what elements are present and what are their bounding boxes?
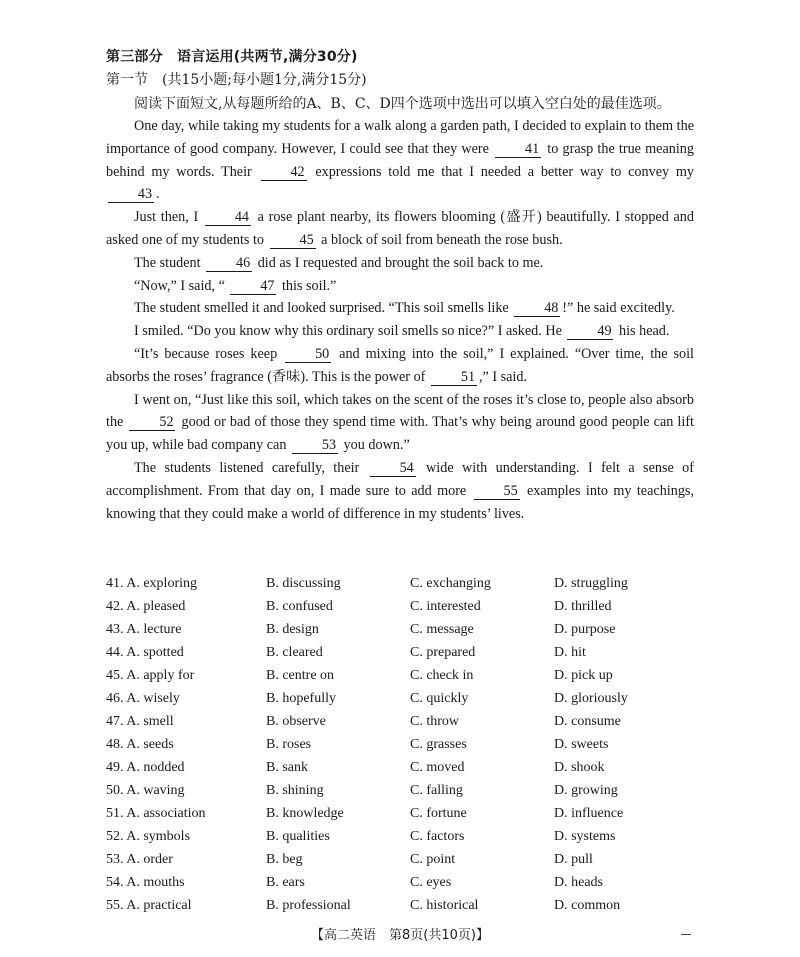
- option-d: D. pick up: [554, 667, 613, 683]
- cloze-blank: 48: [514, 300, 560, 317]
- option-row: [106, 641, 706, 664]
- question-number: 49.: [106, 759, 124, 775]
- option-a: A. pleased: [126, 598, 186, 614]
- cloze-blank: 49: [567, 323, 613, 340]
- option-cell: [106, 783, 266, 799]
- option-c: C. exchanging: [410, 575, 491, 591]
- cloze-passage: [106, 115, 694, 525]
- passage-paragraph: [106, 275, 694, 298]
- option-cell: [410, 875, 554, 891]
- option-cell: [410, 898, 554, 914]
- option-c: C. point: [410, 851, 456, 867]
- option-b: B. confused: [266, 598, 333, 614]
- option-cell: [554, 691, 704, 707]
- passage-text: I smiled. “Do you know why this ordinary soil smells so nice?” I asked. He: [134, 323, 566, 340]
- option-c: C. falling: [410, 782, 463, 798]
- option-row: [106, 733, 706, 756]
- option-row: [106, 848, 706, 871]
- option-d: D. systems: [554, 828, 616, 844]
- passage-text: One day, while taking my students for a walk along a garden path, I decided to explain to them the importance of good company. However, I could see that they were: [106, 118, 694, 157]
- cloze-blank: 51: [431, 369, 477, 386]
- option-c: C. eyes: [410, 874, 452, 890]
- option-cell: [266, 875, 410, 891]
- option-row: [106, 618, 706, 641]
- passage-paragraph: [106, 252, 694, 275]
- option-b: B. discussing: [266, 575, 341, 591]
- passage-text: The students listened carefully, their: [134, 459, 368, 476]
- option-d: D. struggling: [554, 575, 628, 591]
- option-d: D. hit: [554, 644, 586, 660]
- option-cell: [266, 622, 410, 638]
- option-row: [106, 756, 706, 779]
- option-c: C. message: [410, 621, 474, 637]
- section-instruction: 阅读下面短文,从每题所给的A、B、C、D四个选项中选出可以填入空白处的最佳选项。: [134, 96, 671, 112]
- cloze-blank: 53: [292, 437, 338, 454]
- option-d: D. growing: [554, 782, 618, 798]
- option-cell: [410, 691, 554, 707]
- option-cell: [106, 737, 266, 753]
- answer-options: [106, 572, 706, 917]
- question-number: 51.: [106, 805, 124, 821]
- option-row: [106, 572, 706, 595]
- option-cell: [266, 645, 410, 661]
- option-d: D. consume: [554, 713, 621, 729]
- option-c: C. prepared: [410, 644, 476, 660]
- option-cell: [106, 714, 266, 730]
- option-cell: [554, 737, 704, 753]
- option-cell: [106, 691, 266, 707]
- option-d: D. thrilled: [554, 598, 612, 614]
- footer-mark: [681, 934, 691, 935]
- passage-paragraph: [106, 115, 694, 206]
- passage-text: ,” I said.: [478, 368, 528, 385]
- option-cell: [410, 829, 554, 845]
- option-b: B. professional: [266, 897, 351, 913]
- option-cell: [266, 737, 410, 753]
- question-number: 48.: [106, 736, 124, 752]
- option-a: A. wisely: [126, 690, 180, 706]
- option-cell: [554, 622, 704, 638]
- passage-text: you down.”: [340, 437, 410, 454]
- passage-paragraph: [106, 206, 694, 252]
- option-c: C. check in: [410, 667, 474, 683]
- cloze-blank: 54: [370, 460, 416, 477]
- question-number: 50.: [106, 782, 124, 798]
- option-cell: [410, 783, 554, 799]
- cloze-blank: 45: [270, 232, 316, 249]
- option-row: [106, 779, 706, 802]
- passage-text: to grasp the true meaning behind my words. Their: [106, 140, 694, 180]
- option-row: [106, 687, 706, 710]
- question-number: 54.: [106, 874, 124, 890]
- option-b: B. hopefully: [266, 690, 336, 706]
- passage-text: his head.: [615, 323, 670, 340]
- passage-paragraph: [106, 297, 694, 320]
- option-cell: [554, 668, 704, 684]
- option-b: B. design: [266, 621, 319, 637]
- option-row: [106, 664, 706, 687]
- option-b: B. centre on: [266, 667, 335, 683]
- passage-text: and mixing into the soil,” I explained. “Over time, the soil absorbs the roses’ fragrance (香味). This is the power of: [106, 345, 695, 385]
- option-b: B. beg: [266, 851, 303, 867]
- option-a: A. lecture: [126, 621, 182, 637]
- option-a: A. waving: [126, 782, 185, 798]
- passage-text: !” he said excitedly.: [562, 300, 675, 317]
- cloze-blank: 43: [108, 186, 154, 203]
- section-subheading: 第一节 (共15小题;每小题1分,满分15分): [106, 72, 367, 88]
- option-cell: [410, 622, 554, 638]
- cloze-blank: 44: [205, 209, 251, 226]
- option-cell: [106, 760, 266, 776]
- option-c: C. quickly: [410, 690, 469, 706]
- option-row: [106, 894, 706, 917]
- option-cell: [410, 576, 554, 592]
- passage-paragraph: [106, 320, 694, 343]
- option-cell: [106, 576, 266, 592]
- option-cell: [106, 622, 266, 638]
- passage-text: The student smelled it and looked surprised. “This soil smells like: [134, 300, 513, 317]
- option-a: A. symbols: [126, 828, 191, 844]
- option-row: [106, 871, 706, 894]
- question-number: 53.: [106, 851, 124, 867]
- option-b: B. shining: [266, 782, 324, 798]
- option-d: D. pull: [554, 851, 593, 867]
- passage-text: “It’s because roses keep: [134, 345, 284, 362]
- option-d: D. sweets: [554, 736, 609, 752]
- question-number: 44.: [106, 644, 124, 660]
- option-cell: [106, 806, 266, 822]
- option-cell: [554, 760, 704, 776]
- option-cell: [106, 645, 266, 661]
- passage-text: Just then, I: [134, 209, 203, 226]
- option-cell: [266, 852, 410, 868]
- option-cell: [410, 714, 554, 730]
- option-a: A. spotted: [126, 644, 184, 660]
- option-cell: [410, 737, 554, 753]
- option-cell: [266, 691, 410, 707]
- option-c: C. throw: [410, 713, 459, 729]
- option-cell: [106, 852, 266, 868]
- cloze-blank: 46: [206, 255, 252, 272]
- option-cell: [266, 714, 410, 730]
- option-cell: [410, 806, 554, 822]
- passage-paragraph: [106, 389, 694, 457]
- option-d: D. heads: [554, 874, 603, 890]
- passage-text: expressions told me that I needed a better way to convey my: [308, 163, 695, 180]
- passage-paragraph: [106, 343, 694, 389]
- option-cell: [106, 875, 266, 891]
- option-b: B. knowledge: [266, 805, 344, 821]
- passage-text: good or bad of those they spend time with. That’s why being around good people can lift you up, while bad company can: [106, 414, 694, 454]
- option-cell: [410, 668, 554, 684]
- passage-text: I went on, “Just like this soil, which takes on the scent of the roses it’s close to, people also absorb the: [106, 391, 694, 431]
- option-c: C. historical: [410, 897, 479, 913]
- option-a: A. seeds: [126, 736, 174, 752]
- option-cell: [410, 599, 554, 615]
- question-number: 45.: [106, 667, 124, 683]
- option-cell: [554, 783, 704, 799]
- option-row: [106, 710, 706, 733]
- passage-paragraph: [106, 457, 694, 525]
- option-a: A. mouths: [126, 874, 185, 890]
- option-c: C. interested: [410, 598, 481, 614]
- section-heading: 第三部分 语言运用(共两节,满分30分): [106, 49, 358, 65]
- option-cell: [554, 599, 704, 615]
- option-cell: [554, 806, 704, 822]
- option-cell: [106, 599, 266, 615]
- option-b: B. qualities: [266, 828, 330, 844]
- option-row: [106, 825, 706, 848]
- option-a: A. exploring: [126, 575, 197, 591]
- option-cell: [266, 760, 410, 776]
- passage-text: this soil.”: [278, 277, 337, 294]
- option-d: D. gloriously: [554, 690, 628, 706]
- option-a: A. smell: [126, 713, 174, 729]
- option-d: D. shook: [554, 759, 605, 775]
- option-cell: [106, 898, 266, 914]
- option-b: B. roses: [266, 736, 312, 752]
- option-b: B. cleared: [266, 644, 323, 660]
- page-footer: 【高二英语 第8页(共10页)】: [311, 928, 489, 943]
- cloze-blank: 50: [285, 346, 331, 363]
- passage-text: did as I requested and brought the soil back to me.: [254, 254, 544, 271]
- passage-text: wide with understanding. I felt a sense of accomplishment. From that day on, I made sure to add more: [106, 459, 694, 499]
- passage-text: a rose plant nearby, its flowers blooming (盛开) beautifully. I stopped and asked one of my students to: [106, 209, 694, 248]
- cloze-blank: 47: [230, 278, 276, 295]
- passage-text: a block of soil from beneath the rose bush.: [317, 231, 563, 248]
- option-cell: [554, 898, 704, 914]
- option-d: D. influence: [554, 805, 624, 821]
- option-a: A. association: [126, 805, 206, 821]
- option-d: D. common: [554, 897, 621, 913]
- cloze-blank: 52: [129, 414, 175, 431]
- option-a: A. nodded: [126, 759, 185, 775]
- option-b: B. sank: [266, 759, 308, 775]
- option-cell: [554, 576, 704, 592]
- cloze-blank: 41: [495, 141, 541, 158]
- option-cell: [554, 852, 704, 868]
- option-c: C. grasses: [410, 736, 467, 752]
- option-d: D. purpose: [554, 621, 616, 637]
- cloze-blank: 42: [261, 164, 307, 181]
- option-cell: [106, 668, 266, 684]
- option-cell: [266, 898, 410, 914]
- option-c: C. moved: [410, 759, 465, 775]
- question-number: 47.: [106, 713, 124, 729]
- option-c: C. factors: [410, 828, 465, 844]
- question-number: 42.: [106, 598, 124, 614]
- passage-text: “Now,” I said, “: [134, 277, 229, 294]
- option-cell: [266, 829, 410, 845]
- option-a: A. apply for: [126, 667, 195, 683]
- question-number: 46.: [106, 690, 124, 706]
- option-row: [106, 595, 706, 618]
- option-cell: [106, 829, 266, 845]
- option-b: B. observe: [266, 713, 326, 729]
- option-cell: [266, 599, 410, 615]
- cloze-blank: 55: [474, 483, 520, 500]
- option-cell: [410, 645, 554, 661]
- option-b: B. ears: [266, 874, 305, 890]
- option-cell: [410, 760, 554, 776]
- option-a: A. practical: [126, 897, 192, 913]
- passage-text: examples into my teachings, knowing that they could make a world of difference in my students’ lives.: [106, 482, 694, 522]
- question-number: 55.: [106, 897, 124, 913]
- question-number: 41.: [106, 575, 124, 591]
- option-cell: [554, 645, 704, 661]
- option-cell: [266, 783, 410, 799]
- question-number: 52.: [106, 828, 124, 844]
- option-cell: [266, 668, 410, 684]
- passage-text: The student: [134, 254, 205, 271]
- option-cell: [266, 576, 410, 592]
- question-number: 43.: [106, 621, 124, 637]
- option-cell: [266, 806, 410, 822]
- option-cell: [554, 714, 704, 730]
- option-c: C. fortune: [410, 805, 467, 821]
- option-cell: [554, 875, 704, 891]
- option-cell: [554, 829, 704, 845]
- option-cell: [410, 852, 554, 868]
- passage-text: .: [156, 186, 160, 203]
- option-row: [106, 802, 706, 825]
- option-a: A. order: [126, 851, 173, 867]
